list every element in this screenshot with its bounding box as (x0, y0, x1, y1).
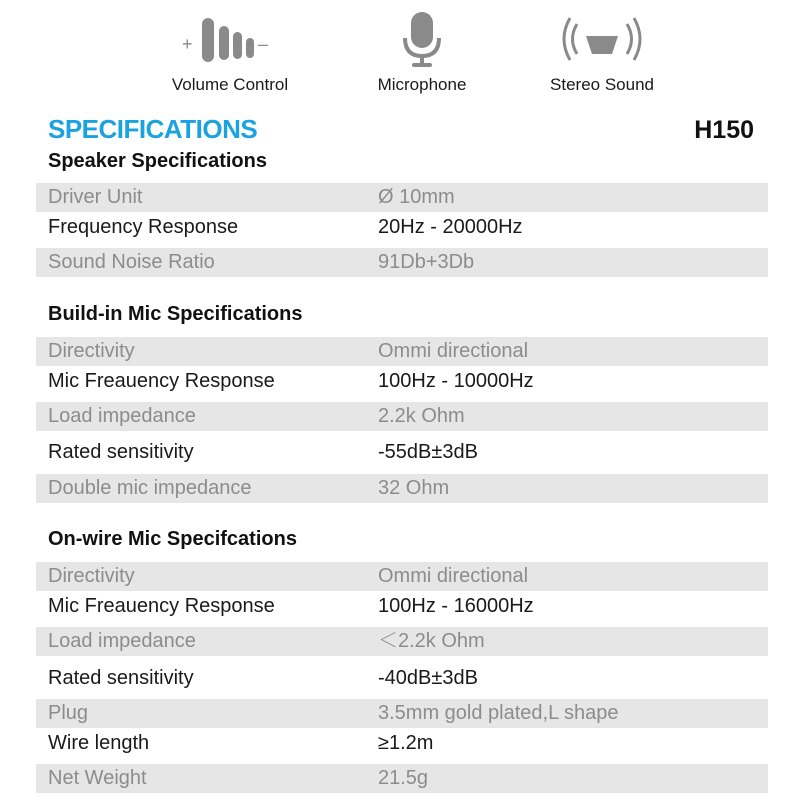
spec-row (36, 183, 768, 212)
spec-value: ＜2.2k Ohm (378, 630, 485, 652)
feature-label: Stereo Sound (550, 75, 654, 94)
spec-key: Mic Freauency Response (48, 370, 275, 392)
spec-row (36, 248, 768, 277)
spec-key: Directivity (48, 340, 135, 362)
model-number: H150 (694, 116, 754, 144)
spec-key: Double mic impedance (48, 477, 252, 499)
spec-row (36, 664, 768, 693)
spec-value: Ommi directional (378, 565, 529, 587)
spec-row (36, 474, 768, 503)
spec-key: Driver Unit (48, 186, 143, 208)
spec-value: Ø 10mm (378, 186, 455, 208)
spec-value: 3.5mm gold plated,L shape (378, 702, 619, 724)
spec-key: Net Weight (48, 767, 147, 789)
spec-row (36, 438, 768, 467)
spec-key: Mic Freauency Response (48, 595, 275, 617)
microphone-icon (322, 8, 522, 70)
spec-row (36, 367, 768, 396)
spec-key: Rated sensitivity (48, 667, 194, 689)
feature-microphone (322, 0, 522, 110)
section-title-on-wire-mic: On-wire Mic Specifcations (48, 528, 297, 550)
spec-value: -55dB±3dB (378, 441, 478, 463)
feature-strip (0, 0, 800, 110)
spec-key: Plug (48, 702, 89, 724)
spec-value: 100Hz - 16000Hz (378, 595, 534, 617)
spec-key: Load impedance (48, 630, 196, 652)
spec-value: -40dB±3dB (378, 667, 478, 689)
spec-row (36, 592, 768, 621)
feature-label: Microphone (377, 75, 467, 94)
spec-value: ≥1.2m (378, 732, 434, 754)
stereo-sound-icon (502, 8, 702, 70)
spec-value: 21.5g (378, 767, 429, 789)
spec-value: Ommi directional (378, 340, 529, 362)
volume-plus-symbol: + (182, 34, 193, 54)
feature-stereo-sound (502, 0, 702, 110)
spec-row (36, 402, 768, 431)
spec-value: 91Db+3Db (378, 251, 475, 273)
spec-row (36, 627, 768, 656)
spec-key: Sound Noise Ratio (48, 251, 215, 273)
spec-row (36, 729, 768, 758)
spec-value: 20Hz - 20000Hz (378, 216, 523, 238)
feature-label: Volume Control (171, 75, 289, 94)
volume-control-icon (130, 8, 330, 70)
section-title-build-in-mic: Build-in Mic Specifications (48, 303, 303, 325)
spec-key: Load impedance (48, 405, 196, 427)
page-title: SPECIFICATIONS (48, 114, 258, 144)
spec-row (36, 337, 768, 366)
volume-minus-symbol: – (258, 34, 269, 54)
spec-value: 32 Ohm (378, 477, 450, 499)
spec-key: Rated sensitivity (48, 441, 194, 463)
spec-row (36, 764, 768, 793)
spec-value: 2.2k Ohm (378, 405, 465, 427)
spec-row (36, 699, 768, 728)
spec-key: Directivity (48, 565, 135, 587)
spec-key: Frequency Response (48, 216, 239, 238)
spec-key: Wire length (48, 732, 150, 754)
section-title-speaker: Speaker Specifications (48, 150, 267, 172)
spec-value: 100Hz - 10000Hz (378, 370, 534, 392)
spec-row (36, 213, 768, 242)
spec-row (36, 562, 768, 591)
feature-volume-control (130, 0, 330, 110)
